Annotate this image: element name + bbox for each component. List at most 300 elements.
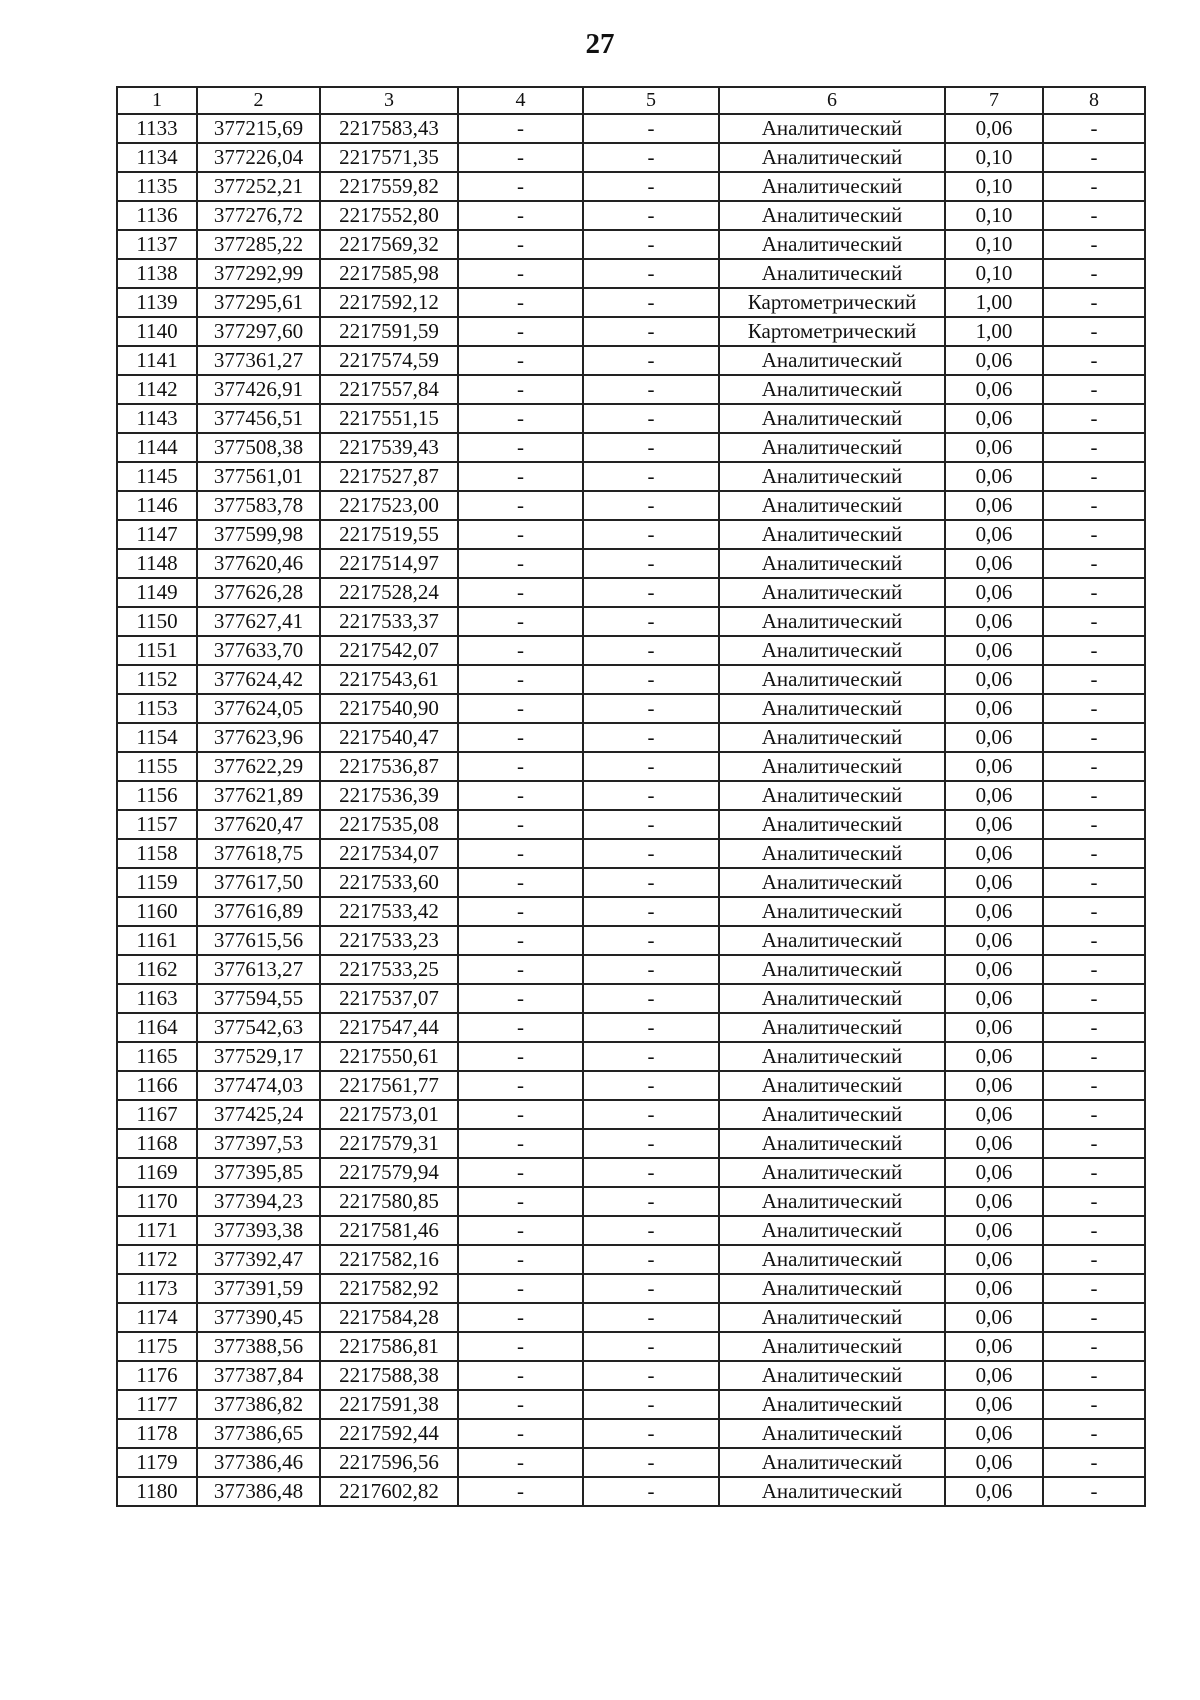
table-cell-col-3: 2217580,85 bbox=[320, 1187, 458, 1216]
table-cell-col-6: Аналитический bbox=[719, 1158, 945, 1187]
table-cell-col-7: 0,06 bbox=[945, 1303, 1043, 1332]
table-cell-col-2: 377295,61 bbox=[197, 288, 320, 317]
table-row bbox=[117, 694, 1145, 723]
table-cell-col-5: - bbox=[583, 172, 719, 201]
table-row bbox=[117, 317, 1145, 346]
table-cell-col-7: 0,06 bbox=[945, 1129, 1043, 1158]
table-cell-col-7: 0,06 bbox=[945, 433, 1043, 462]
table-cell-col-2: 377397,53 bbox=[197, 1129, 320, 1158]
table-cell-col-1: 1148 bbox=[117, 549, 197, 578]
table-cell-col-5: - bbox=[583, 1419, 719, 1448]
table-cell-col-2: 377542,63 bbox=[197, 1013, 320, 1042]
table-cell-col-3: 2217592,12 bbox=[320, 288, 458, 317]
table-cell-col-7: 0,06 bbox=[945, 1419, 1043, 1448]
table-cell-col-2: 377252,21 bbox=[197, 172, 320, 201]
table-cell-col-7: 0,06 bbox=[945, 1158, 1043, 1187]
table-cell-col-6: Аналитический bbox=[719, 1071, 945, 1100]
table-cell-col-8: - bbox=[1043, 288, 1145, 317]
table-cell-col-8: - bbox=[1043, 665, 1145, 694]
table-cell-col-3: 2217583,43 bbox=[320, 114, 458, 143]
table-cell-col-6: Аналитический bbox=[719, 1013, 945, 1042]
table-cell-col-3: 2217551,15 bbox=[320, 404, 458, 433]
table-cell-col-1: 1162 bbox=[117, 955, 197, 984]
table-cell-col-7: 0,06 bbox=[945, 1187, 1043, 1216]
table-row bbox=[117, 462, 1145, 491]
table-cell-col-5: - bbox=[583, 491, 719, 520]
table-cell-col-4: - bbox=[458, 462, 583, 491]
table-cell-col-3: 2217550,61 bbox=[320, 1042, 458, 1071]
table-cell-col-4: - bbox=[458, 1448, 583, 1477]
table-cell-col-3: 2217534,07 bbox=[320, 839, 458, 868]
table-cell-col-8: - bbox=[1043, 346, 1145, 375]
table-cell-col-7: 0,06 bbox=[945, 491, 1043, 520]
table-row bbox=[117, 723, 1145, 752]
table-cell-col-4: - bbox=[458, 810, 583, 839]
table-cell-col-7: 0,06 bbox=[945, 1361, 1043, 1390]
table-cell-col-6: Аналитический bbox=[719, 984, 945, 1013]
table-cell-col-2: 377613,27 bbox=[197, 955, 320, 984]
table-cell-col-8: - bbox=[1043, 549, 1145, 578]
table-row bbox=[117, 375, 1145, 404]
table-cell-col-7: 0,10 bbox=[945, 201, 1043, 230]
table-cell-col-2: 377361,27 bbox=[197, 346, 320, 375]
table-cell-col-6: Аналитический bbox=[719, 694, 945, 723]
table-cell-col-2: 377618,75 bbox=[197, 839, 320, 868]
table-cell-col-2: 377276,72 bbox=[197, 201, 320, 230]
table-cell-col-2: 377388,56 bbox=[197, 1332, 320, 1361]
table-cell-col-1: 1140 bbox=[117, 317, 197, 346]
table-cell-col-2: 377292,99 bbox=[197, 259, 320, 288]
table-row bbox=[117, 259, 1145, 288]
table-cell-col-3: 2217540,90 bbox=[320, 694, 458, 723]
table-cell-col-6: Аналитический bbox=[719, 1361, 945, 1390]
coordinates-table bbox=[116, 86, 1146, 1507]
table-cell-col-7: 0,06 bbox=[945, 375, 1043, 404]
table-cell-col-1: 1171 bbox=[117, 1216, 197, 1245]
column-header-6: 6 bbox=[719, 87, 945, 114]
table-cell-col-7: 0,06 bbox=[945, 723, 1043, 752]
table-cell-col-4: - bbox=[458, 172, 583, 201]
table-row bbox=[117, 346, 1145, 375]
table-cell-col-1: 1137 bbox=[117, 230, 197, 259]
table-cell-col-4: - bbox=[458, 868, 583, 897]
table-cell-col-5: - bbox=[583, 549, 719, 578]
table-row bbox=[117, 984, 1145, 1013]
table-row bbox=[117, 1187, 1145, 1216]
table-cell-col-6: Аналитический bbox=[719, 636, 945, 665]
table-cell-col-1: 1147 bbox=[117, 520, 197, 549]
table-cell-col-1: 1134 bbox=[117, 143, 197, 172]
table-row bbox=[117, 230, 1145, 259]
table-cell-col-1: 1136 bbox=[117, 201, 197, 230]
table-cell-col-1: 1133 bbox=[117, 114, 197, 143]
table-cell-col-5: - bbox=[583, 810, 719, 839]
table-cell-col-3: 2217573,01 bbox=[320, 1100, 458, 1129]
table-row bbox=[117, 636, 1145, 665]
table-cell-col-6: Аналитический bbox=[719, 839, 945, 868]
table-cell-col-1: 1151 bbox=[117, 636, 197, 665]
table-cell-col-5: - bbox=[583, 926, 719, 955]
table-cell-col-6: Аналитический bbox=[719, 752, 945, 781]
table-cell-col-6: Аналитический bbox=[719, 1187, 945, 1216]
table-row bbox=[117, 1100, 1145, 1129]
table-cell-col-2: 377456,51 bbox=[197, 404, 320, 433]
table-cell-col-6: Аналитический bbox=[719, 607, 945, 636]
table-row bbox=[117, 607, 1145, 636]
table-cell-col-4: - bbox=[458, 1129, 583, 1158]
table-cell-col-4: - bbox=[458, 926, 583, 955]
table-cell-col-3: 2217537,07 bbox=[320, 984, 458, 1013]
table-cell-col-8: - bbox=[1043, 752, 1145, 781]
table-cell-col-6: Аналитический bbox=[719, 375, 945, 404]
table-header-row bbox=[117, 87, 1145, 114]
table-cell-col-1: 1174 bbox=[117, 1303, 197, 1332]
table-cell-col-8: - bbox=[1043, 1042, 1145, 1071]
table-cell-col-7: 0,06 bbox=[945, 1390, 1043, 1419]
table-cell-col-5: - bbox=[583, 1303, 719, 1332]
table-cell-col-4: - bbox=[458, 288, 583, 317]
table-cell-col-7: 0,06 bbox=[945, 1013, 1043, 1042]
table-cell-col-3: 2217552,80 bbox=[320, 201, 458, 230]
table-row bbox=[117, 1042, 1145, 1071]
table-row bbox=[117, 1419, 1145, 1448]
table-cell-col-8: - bbox=[1043, 404, 1145, 433]
table-cell-col-2: 377395,85 bbox=[197, 1158, 320, 1187]
table-cell-col-7: 0,06 bbox=[945, 1216, 1043, 1245]
table-row bbox=[117, 491, 1145, 520]
table-cell-col-5: - bbox=[583, 259, 719, 288]
table-cell-col-8: - bbox=[1043, 636, 1145, 665]
table-cell-col-2: 377391,59 bbox=[197, 1274, 320, 1303]
table-cell-col-4: - bbox=[458, 1187, 583, 1216]
table-cell-col-3: 2217533,25 bbox=[320, 955, 458, 984]
table-cell-col-1: 1179 bbox=[117, 1448, 197, 1477]
table-cell-col-5: - bbox=[583, 375, 719, 404]
table-cell-col-8: - bbox=[1043, 433, 1145, 462]
table-cell-col-2: 377426,91 bbox=[197, 375, 320, 404]
table-cell-col-3: 2217527,87 bbox=[320, 462, 458, 491]
table-cell-col-7: 0,06 bbox=[945, 810, 1043, 839]
table-row bbox=[117, 549, 1145, 578]
table-cell-col-1: 1167 bbox=[117, 1100, 197, 1129]
table-cell-col-6: Аналитический bbox=[719, 549, 945, 578]
table-cell-col-8: - bbox=[1043, 1013, 1145, 1042]
table-cell-col-5: - bbox=[583, 984, 719, 1013]
table-cell-col-1: 1163 bbox=[117, 984, 197, 1013]
table-cell-col-8: - bbox=[1043, 926, 1145, 955]
table-cell-col-5: - bbox=[583, 1332, 719, 1361]
table-cell-col-7: 0,06 bbox=[945, 1042, 1043, 1071]
table-cell-col-8: - bbox=[1043, 375, 1145, 404]
table-cell-col-4: - bbox=[458, 201, 583, 230]
table-cell-col-6: Аналитический bbox=[719, 259, 945, 288]
table-cell-col-4: - bbox=[458, 1013, 583, 1042]
table-cell-col-1: 1170 bbox=[117, 1187, 197, 1216]
table-cell-col-6: Аналитический bbox=[719, 1332, 945, 1361]
table-cell-col-2: 377285,22 bbox=[197, 230, 320, 259]
table-row bbox=[117, 1361, 1145, 1390]
table-cell-col-5: - bbox=[583, 1071, 719, 1100]
table-cell-col-1: 1161 bbox=[117, 926, 197, 955]
table-cell-col-2: 377599,98 bbox=[197, 520, 320, 549]
table-cell-col-6: Аналитический bbox=[719, 781, 945, 810]
table-cell-col-6: Аналитический bbox=[719, 955, 945, 984]
table-cell-col-5: - bbox=[583, 143, 719, 172]
table-cell-col-3: 2217535,08 bbox=[320, 810, 458, 839]
table-cell-col-3: 2217528,24 bbox=[320, 578, 458, 607]
table-cell-col-5: - bbox=[583, 897, 719, 926]
table-cell-col-4: - bbox=[458, 1158, 583, 1187]
table-cell-col-5: - bbox=[583, 433, 719, 462]
table-cell-col-5: - bbox=[583, 1013, 719, 1042]
table-cell-col-4: - bbox=[458, 694, 583, 723]
table-cell-col-1: 1160 bbox=[117, 897, 197, 926]
table-cell-col-3: 2217533,42 bbox=[320, 897, 458, 926]
table-row bbox=[117, 1013, 1145, 1042]
table-cell-col-2: 377386,65 bbox=[197, 1419, 320, 1448]
table-cell-col-3: 2217536,39 bbox=[320, 781, 458, 810]
table-cell-col-3: 2217581,46 bbox=[320, 1216, 458, 1245]
table-cell-col-2: 377633,70 bbox=[197, 636, 320, 665]
table-cell-col-3: 2217523,00 bbox=[320, 491, 458, 520]
table-cell-col-8: - bbox=[1043, 520, 1145, 549]
table-cell-col-5: - bbox=[583, 1390, 719, 1419]
table-row bbox=[117, 201, 1145, 230]
table-cell-col-4: - bbox=[458, 1100, 583, 1129]
table-cell-col-6: Аналитический bbox=[719, 578, 945, 607]
table-cell-col-8: - bbox=[1043, 143, 1145, 172]
table-cell-col-8: - bbox=[1043, 607, 1145, 636]
table-cell-col-7: 0,06 bbox=[945, 114, 1043, 143]
table-cell-col-6: Аналитический bbox=[719, 926, 945, 955]
table-row bbox=[117, 781, 1145, 810]
table-cell-col-5: - bbox=[583, 1245, 719, 1274]
table-cell-col-5: - bbox=[583, 520, 719, 549]
table-cell-col-8: - bbox=[1043, 1100, 1145, 1129]
column-header-3: 3 bbox=[320, 87, 458, 114]
table-cell-col-5: - bbox=[583, 955, 719, 984]
table-row bbox=[117, 1303, 1145, 1332]
table-cell-col-8: - bbox=[1043, 694, 1145, 723]
table-cell-col-1: 1169 bbox=[117, 1158, 197, 1187]
table-cell-col-8: - bbox=[1043, 839, 1145, 868]
table-row bbox=[117, 114, 1145, 143]
table-cell-col-7: 0,06 bbox=[945, 868, 1043, 897]
table-cell-col-8: - bbox=[1043, 1071, 1145, 1100]
table-cell-col-1: 1152 bbox=[117, 665, 197, 694]
table-cell-col-2: 377392,47 bbox=[197, 1245, 320, 1274]
table-cell-col-7: 0,06 bbox=[945, 520, 1043, 549]
table-cell-col-6: Картометрический bbox=[719, 288, 945, 317]
table-cell-col-2: 377390,45 bbox=[197, 1303, 320, 1332]
table-cell-col-3: 2217557,84 bbox=[320, 375, 458, 404]
table-cell-col-7: 0,06 bbox=[945, 549, 1043, 578]
table-cell-col-3: 2217569,32 bbox=[320, 230, 458, 259]
table-cell-col-2: 377617,50 bbox=[197, 868, 320, 897]
table-cell-col-6: Аналитический bbox=[719, 462, 945, 491]
table-row bbox=[117, 839, 1145, 868]
table-cell-col-7: 1,00 bbox=[945, 288, 1043, 317]
table-cell-col-1: 1175 bbox=[117, 1332, 197, 1361]
table-cell-col-2: 377622,29 bbox=[197, 752, 320, 781]
table-cell-col-4: - bbox=[458, 1361, 583, 1390]
table-cell-col-6: Аналитический bbox=[719, 1042, 945, 1071]
table-cell-col-6: Аналитический bbox=[719, 1419, 945, 1448]
table-cell-col-7: 0,06 bbox=[945, 955, 1043, 984]
table-cell-col-3: 2217579,31 bbox=[320, 1129, 458, 1158]
table-cell-col-5: - bbox=[583, 1448, 719, 1477]
table-cell-col-3: 2217582,92 bbox=[320, 1274, 458, 1303]
page-number: 27 bbox=[585, 28, 615, 60]
table-row bbox=[117, 520, 1145, 549]
table-cell-col-5: - bbox=[583, 665, 719, 694]
table-cell-col-5: - bbox=[583, 839, 719, 868]
column-header-4: 4 bbox=[458, 87, 583, 114]
table-cell-col-2: 377387,84 bbox=[197, 1361, 320, 1390]
table-cell-col-7: 0,06 bbox=[945, 897, 1043, 926]
table-cell-col-4: - bbox=[458, 375, 583, 404]
table-row bbox=[117, 752, 1145, 781]
table-cell-col-7: 0,06 bbox=[945, 462, 1043, 491]
table-cell-col-5: - bbox=[583, 1361, 719, 1390]
table-row bbox=[117, 143, 1145, 172]
table-cell-col-6: Аналитический bbox=[719, 1216, 945, 1245]
column-header-1: 1 bbox=[117, 87, 197, 114]
table-cell-col-1: 1135 bbox=[117, 172, 197, 201]
table-cell-col-3: 2217514,97 bbox=[320, 549, 458, 578]
table-row bbox=[117, 1158, 1145, 1187]
table-row bbox=[117, 1448, 1145, 1477]
table-cell-col-7: 0,06 bbox=[945, 1100, 1043, 1129]
table-cell-col-4: - bbox=[458, 404, 583, 433]
table-cell-col-3: 2217539,43 bbox=[320, 433, 458, 462]
column-header-7: 7 bbox=[945, 87, 1043, 114]
table-cell-col-4: - bbox=[458, 317, 583, 346]
table-cell-col-6: Аналитический bbox=[719, 1448, 945, 1477]
table-cell-col-4: - bbox=[458, 723, 583, 752]
table-cell-col-6: Картометрический bbox=[719, 317, 945, 346]
table-cell-col-1: 1156 bbox=[117, 781, 197, 810]
table-cell-col-7: 0,10 bbox=[945, 230, 1043, 259]
table-cell-col-8: - bbox=[1043, 1361, 1145, 1390]
table-cell-col-2: 377386,48 bbox=[197, 1477, 320, 1506]
table-cell-col-2: 377615,56 bbox=[197, 926, 320, 955]
table-cell-col-1: 1155 bbox=[117, 752, 197, 781]
table-cell-col-7: 0,06 bbox=[945, 926, 1043, 955]
table-cell-col-5: - bbox=[583, 114, 719, 143]
table-cell-col-1: 1139 bbox=[117, 288, 197, 317]
table-cell-col-4: - bbox=[458, 143, 583, 172]
table-cell-col-8: - bbox=[1043, 723, 1145, 752]
table-cell-col-4: - bbox=[458, 520, 583, 549]
table-cell-col-8: - bbox=[1043, 984, 1145, 1013]
table-cell-col-4: - bbox=[458, 259, 583, 288]
table-cell-col-8: - bbox=[1043, 317, 1145, 346]
table-cell-col-2: 377215,69 bbox=[197, 114, 320, 143]
table-row bbox=[117, 172, 1145, 201]
table-cell-col-4: - bbox=[458, 984, 583, 1013]
table-cell-col-7: 0,06 bbox=[945, 1071, 1043, 1100]
table-cell-col-6: Аналитический bbox=[719, 346, 945, 375]
table-cell-col-7: 0,06 bbox=[945, 839, 1043, 868]
table-cell-col-2: 377616,89 bbox=[197, 897, 320, 926]
table-cell-col-4: - bbox=[458, 752, 583, 781]
table-cell-col-4: - bbox=[458, 1216, 583, 1245]
table-cell-col-8: - bbox=[1043, 1245, 1145, 1274]
table-row bbox=[117, 288, 1145, 317]
table-cell-col-2: 377620,47 bbox=[197, 810, 320, 839]
table-cell-col-1: 1157 bbox=[117, 810, 197, 839]
table-row bbox=[117, 897, 1145, 926]
table-row bbox=[117, 1071, 1145, 1100]
table-row bbox=[117, 1245, 1145, 1274]
table-cell-col-4: - bbox=[458, 114, 583, 143]
table-cell-col-5: - bbox=[583, 201, 719, 230]
table-cell-col-1: 1180 bbox=[117, 1477, 197, 1506]
table-cell-col-1: 1149 bbox=[117, 578, 197, 607]
table-cell-col-2: 377624,42 bbox=[197, 665, 320, 694]
table-cell-col-3: 2217547,44 bbox=[320, 1013, 458, 1042]
table-cell-col-6: Аналитический bbox=[719, 114, 945, 143]
table-cell-col-1: 1143 bbox=[117, 404, 197, 433]
table-cell-col-1: 1142 bbox=[117, 375, 197, 404]
table-cell-col-7: 0,06 bbox=[945, 1477, 1043, 1506]
table-cell-col-2: 377621,89 bbox=[197, 781, 320, 810]
table-cell-col-2: 377594,55 bbox=[197, 984, 320, 1013]
table-cell-col-2: 377297,60 bbox=[197, 317, 320, 346]
table-cell-col-4: - bbox=[458, 839, 583, 868]
table-cell-col-2: 377624,05 bbox=[197, 694, 320, 723]
table-cell-col-5: - bbox=[583, 462, 719, 491]
table-cell-col-1: 1168 bbox=[117, 1129, 197, 1158]
table-row bbox=[117, 404, 1145, 433]
table-cell-col-7: 0,06 bbox=[945, 346, 1043, 375]
table-cell-col-5: - bbox=[583, 317, 719, 346]
table-cell-col-3: 2217579,94 bbox=[320, 1158, 458, 1187]
table-cell-col-1: 1146 bbox=[117, 491, 197, 520]
table-cell-col-7: 0,10 bbox=[945, 143, 1043, 172]
table-cell-col-2: 377583,78 bbox=[197, 491, 320, 520]
table-cell-col-8: - bbox=[1043, 1129, 1145, 1158]
table-cell-col-2: 377474,03 bbox=[197, 1071, 320, 1100]
table-cell-col-1: 1177 bbox=[117, 1390, 197, 1419]
table-cell-col-6: Аналитический bbox=[719, 1274, 945, 1303]
table-cell-col-3: 2217533,23 bbox=[320, 926, 458, 955]
table-cell-col-3: 2217559,82 bbox=[320, 172, 458, 201]
table-cell-col-4: - bbox=[458, 230, 583, 259]
table-cell-col-2: 377425,24 bbox=[197, 1100, 320, 1129]
table-cell-col-4: - bbox=[458, 1042, 583, 1071]
table-cell-col-7: 0,06 bbox=[945, 694, 1043, 723]
table-cell-col-2: 377627,41 bbox=[197, 607, 320, 636]
table-cell-col-8: - bbox=[1043, 1158, 1145, 1187]
table-cell-col-1: 1172 bbox=[117, 1245, 197, 1274]
table-cell-col-4: - bbox=[458, 491, 583, 520]
table-cell-col-1: 1164 bbox=[117, 1013, 197, 1042]
table-cell-col-2: 377508,38 bbox=[197, 433, 320, 462]
table-cell-col-1: 1153 bbox=[117, 694, 197, 723]
table-cell-col-3: 2217602,82 bbox=[320, 1477, 458, 1506]
table-cell-col-4: - bbox=[458, 607, 583, 636]
table-cell-col-8: - bbox=[1043, 462, 1145, 491]
table-cell-col-7: 0,06 bbox=[945, 752, 1043, 781]
table-cell-col-4: - bbox=[458, 1332, 583, 1361]
column-header-5: 5 bbox=[583, 87, 719, 114]
table-cell-col-2: 377529,17 bbox=[197, 1042, 320, 1071]
table-cell-col-1: 1150 bbox=[117, 607, 197, 636]
table-cell-col-6: Аналитический bbox=[719, 1303, 945, 1332]
table-cell-col-5: - bbox=[583, 607, 719, 636]
